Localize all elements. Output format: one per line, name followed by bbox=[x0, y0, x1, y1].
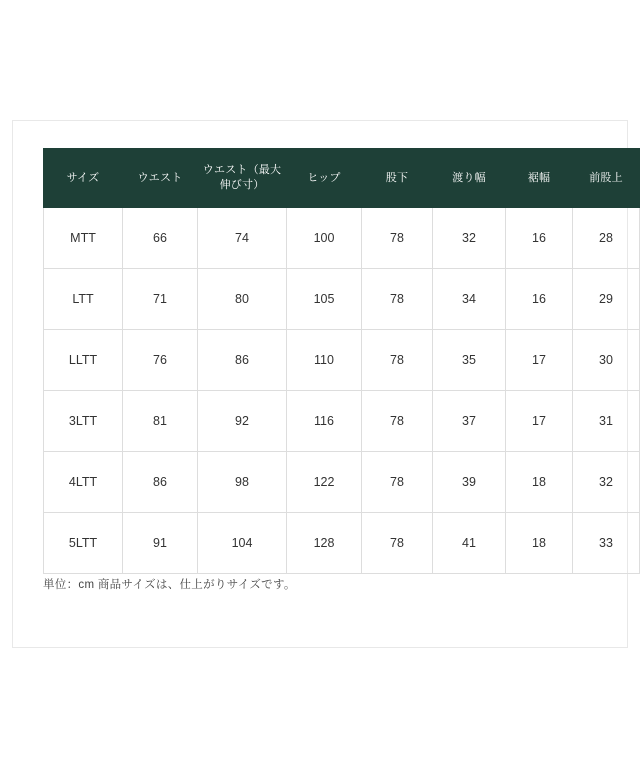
cell-thigh-width: 37 bbox=[433, 391, 506, 452]
cell-size: 4LTT bbox=[44, 452, 123, 513]
table-row bbox=[44, 513, 640, 574]
cell-inseam: 78 bbox=[362, 269, 433, 330]
table-row bbox=[44, 391, 640, 452]
cell-front-rise: 33 bbox=[573, 513, 640, 574]
cell-size: LTT bbox=[44, 269, 123, 330]
cell-thigh-width: 32 bbox=[433, 208, 506, 269]
table-row bbox=[44, 208, 640, 269]
cell-thigh-width: 39 bbox=[433, 452, 506, 513]
cell-inseam: 78 bbox=[362, 391, 433, 452]
column-header-hip: ヒップ bbox=[287, 149, 362, 208]
cell-hip: 105 bbox=[287, 269, 362, 330]
cell-inseam: 78 bbox=[362, 208, 433, 269]
column-header-waist: ウエスト bbox=[123, 149, 198, 208]
cell-front-rise: 28 bbox=[573, 208, 640, 269]
cell-inseam: 78 bbox=[362, 452, 433, 513]
cell-hem-width: 18 bbox=[506, 513, 573, 574]
cell-size: 5LTT bbox=[44, 513, 123, 574]
column-header-thigh-width: 渡り幅 bbox=[433, 149, 506, 208]
cell-waist-max: 104 bbox=[198, 513, 287, 574]
cell-thigh-width: 41 bbox=[433, 513, 506, 574]
cell-front-rise: 31 bbox=[573, 391, 640, 452]
cell-hip: 110 bbox=[287, 330, 362, 391]
cell-hem-width: 17 bbox=[506, 391, 573, 452]
cell-hem-width: 18 bbox=[506, 452, 573, 513]
size-chart-card bbox=[12, 120, 628, 648]
cell-inseam: 78 bbox=[362, 330, 433, 391]
cell-waist-max: 98 bbox=[198, 452, 287, 513]
cell-thigh-width: 35 bbox=[433, 330, 506, 391]
size-table bbox=[43, 148, 640, 574]
cell-hip: 116 bbox=[287, 391, 362, 452]
cell-thigh-width: 34 bbox=[433, 269, 506, 330]
table-row bbox=[44, 269, 640, 330]
column-header-waist-max: ウエスト（最大伸び寸） bbox=[198, 149, 287, 208]
cell-hem-width: 16 bbox=[506, 269, 573, 330]
column-header-front-rise: 前股上 bbox=[573, 149, 640, 208]
column-header-hem-width: 裾幅 bbox=[506, 149, 573, 208]
cell-waist-max: 80 bbox=[198, 269, 287, 330]
size-table-head bbox=[44, 149, 640, 208]
cell-waist: 71 bbox=[123, 269, 198, 330]
cell-hem-width: 17 bbox=[506, 330, 573, 391]
cell-size: LLTT bbox=[44, 330, 123, 391]
cell-waist-max: 86 bbox=[198, 330, 287, 391]
cell-waist: 86 bbox=[123, 452, 198, 513]
cell-front-rise: 29 bbox=[573, 269, 640, 330]
cell-waist: 91 bbox=[123, 513, 198, 574]
cell-waist: 81 bbox=[123, 391, 198, 452]
cell-inseam: 78 bbox=[362, 513, 433, 574]
cell-waist: 76 bbox=[123, 330, 198, 391]
cell-hip: 122 bbox=[287, 452, 362, 513]
size-table-body bbox=[44, 208, 640, 574]
cell-size: 3LTT bbox=[44, 391, 123, 452]
table-row bbox=[44, 330, 640, 391]
column-header-inseam: 股下 bbox=[362, 149, 433, 208]
table-row bbox=[44, 452, 640, 513]
cell-waist-max: 92 bbox=[198, 391, 287, 452]
cell-hem-width: 16 bbox=[506, 208, 573, 269]
cell-size: MTT bbox=[44, 208, 123, 269]
cell-front-rise: 30 bbox=[573, 330, 640, 391]
cell-front-rise: 32 bbox=[573, 452, 640, 513]
size-table-wrapper bbox=[43, 148, 623, 574]
column-header-size: サイズ bbox=[44, 149, 123, 208]
cell-waist-max: 74 bbox=[198, 208, 287, 269]
cell-hip: 100 bbox=[287, 208, 362, 269]
measurement-note: 単位：cm 商品サイズは、仕上がりサイズです。 bbox=[43, 579, 296, 591]
cell-hip: 128 bbox=[287, 513, 362, 574]
cell-waist: 66 bbox=[123, 208, 198, 269]
table-header-row bbox=[44, 149, 640, 208]
